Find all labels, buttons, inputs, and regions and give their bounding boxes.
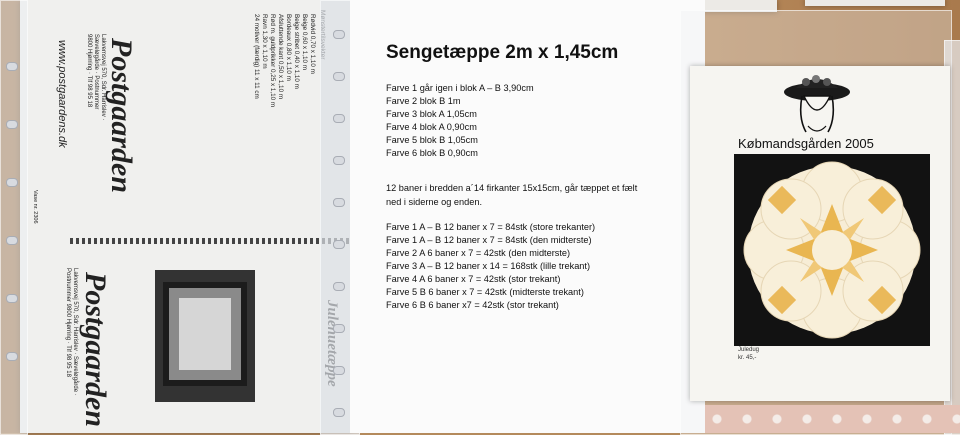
paragraph-line: 12 baner i bredden a´14 firkanter 15x15cm, går tæppet et fælt (386, 183, 638, 193)
punch-hole (333, 408, 345, 417)
booklet-footer-price: kr. 45,- (738, 355, 757, 361)
left-pattern-page (20, 0, 352, 433)
color-line: Farve 4 blok A 0,90cm (386, 122, 477, 132)
top-paper-edge-2 (805, 0, 945, 6)
address-bottom: Lakvemsvej 570, Sdr. Harrislev · Sæveløgårde · Postnummer 9800 Hjørring · Tlf 98 95 18 (65, 268, 78, 396)
material-line-4: Bordeaux 0,80 x 1,10 m (285, 14, 292, 81)
booklet-caption: Købmandsgården 2005 (738, 136, 874, 151)
color-line: Farve 6 blok B 0,90cm (386, 148, 478, 158)
pattern-number: Vase nr. 2306 (32, 190, 38, 224)
material-line-1: Rødvid 0,70 x 1,10 m (309, 14, 316, 74)
punch-hole (333, 240, 345, 249)
color-line: Farve 3 blok A 1,05cm (386, 109, 477, 119)
punch-hole (333, 30, 345, 39)
punch-hole (333, 156, 345, 165)
count-line: Farve 1 A – B 12 baner x 7 = 84stk (store trekanter) (386, 222, 596, 232)
quilt-photo-frame (734, 154, 930, 346)
address-top: Lakvemsvej 570, Sdr. Harrislev · Sæveløgårde · Postnummer 9800 Hjørring · Tlf 98 95 18 (86, 34, 106, 121)
decorative-border (70, 238, 350, 244)
punch-hole (6, 352, 18, 361)
punch-hole (333, 366, 345, 375)
material-line-6: Rød m. guldprikker 0,25 x 1,10 m (269, 14, 276, 108)
quilt-photo (155, 270, 255, 402)
punch-hole (6, 236, 18, 245)
booklet-footer (738, 346, 759, 362)
count-line: Farve 1 A – B 12 baner x 7 = 84stk (den midterste) (386, 235, 592, 245)
kobmandsgaarden-booklet (690, 66, 950, 401)
brand-logo-bottom: Postgaarden (79, 272, 112, 428)
count-line: Farve 3 A – B 12 baner x 14 = 168stk (lille trekant) (386, 261, 591, 271)
sheet-title: Sengetæppe 2m x 1,45cm (386, 42, 619, 63)
material-line-8: 24 motiver (færdig) 11 x 11 cm (253, 14, 260, 99)
punch-hole (6, 62, 18, 71)
count-line: Farve 4 A 6 baner x 7 = 42stk (stor trekant) (386, 274, 561, 284)
material-line-7: Ravn 1,30 x 1,10 m (261, 14, 268, 69)
hearts-border-strip (705, 405, 960, 433)
paragraph-line: ned i siderne og enden. (386, 197, 483, 207)
material-line-5: Afsluttende kant 0,50 x 1,10 m (277, 14, 284, 100)
material-line-3: Beige stribet 0,40 x 1,10 m (293, 14, 300, 89)
punch-hole (333, 282, 345, 291)
count-line: Farve 6 B 6 baner x7 = 42stk (stor trekant) (386, 300, 559, 310)
lady-hat-illustration (782, 74, 852, 136)
color-line: Farve 1 går igen i blok A – B 3,90cm (386, 83, 534, 93)
punch-hole (333, 324, 345, 333)
punch-hole (6, 120, 18, 129)
website-top: www.postgaardens.dk (56, 40, 68, 148)
punch-hole (6, 178, 18, 187)
round-quilt-image (734, 154, 930, 346)
punch-hole (6, 294, 18, 303)
punch-hole (333, 72, 345, 81)
color-line: Farve 5 blok B 1,05cm (386, 135, 478, 145)
count-line: Farve 2 A 6 baner x 7 = 42stk (den midterste) (386, 248, 571, 258)
booklet-footer-title: Juledug (738, 347, 760, 353)
count-line: Farve 5 B 6 baner x 7 = 42stk (midterste trekant) (386, 287, 584, 297)
brand-logo-top: Postgaarden (105, 38, 138, 194)
material-line-2: Beige 0,60 x 1,10 m (301, 14, 308, 71)
color-line: Farve 2 blok B 1m (386, 96, 461, 106)
punch-hole (333, 114, 345, 123)
punch-hole (333, 198, 345, 207)
center-instruction-sheet (350, 0, 705, 433)
